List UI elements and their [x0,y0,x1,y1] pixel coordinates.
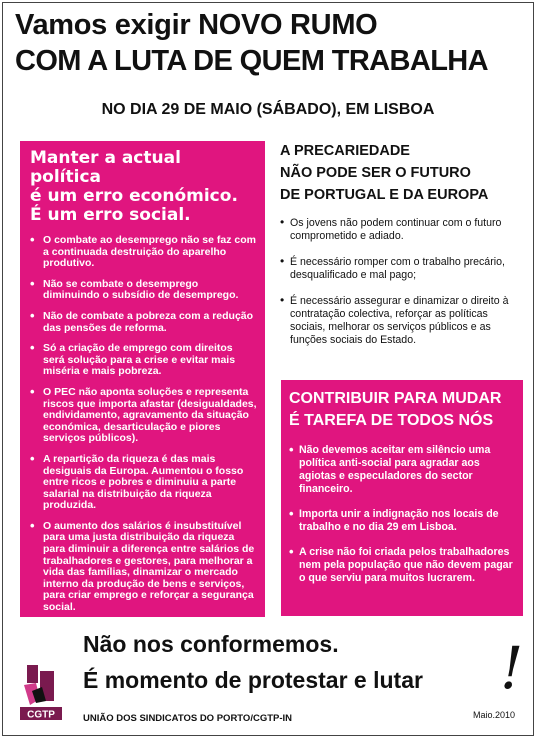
list-item: • A repartição da riqueza é das mais desiguais da Europa. Aumentou o fosso entre ricos e pobres e diminuiu a parte salarial na distribuição da riqueza produzida. [30,454,257,512]
title-line-2: COM A LUTA DE QUEM TRABALHA [15,45,488,77]
left-heading-line-1: Manter a actual política [30,148,181,187]
list-item: • Os jovens não podem continuar com o futuro comprometido e adiado. [280,217,525,243]
list-item: • É necessário assegurar e dinamizar o direito à contratação colectiva, reforçar as políticas sociais, melhorar os serviços públicos e as funções sociais do Estado. [280,295,525,347]
precariedade-list [280,217,525,360]
list-item: • Não se combate o desemprego diminuindo o subsídio de desemprego. [30,279,257,302]
right-heading-line-1: A PRECARIEDADE [280,143,410,159]
list-item: • Só a criação de emprego com direitos será solução para a crise e evitar mais miséria e mais pobreza. [30,343,257,378]
event-subtitle: NO DIA 29 DE MAIO (SÁBADO), EM LISBOA [101,101,435,118]
organization-name: UNIÃO DOS SINDICATOS DO PORTO/CGTP-IN [83,713,293,724]
precariedade-heading [280,140,530,206]
list-item: • O PEC não aponta soluções e representa riscos que importa afastar (desigualdades, endividamento, agravamento da situação económica, desarticulação e piores serviços públicos). [30,387,257,445]
list-item: • Importa unir a indignação nos locais de trabalho e no dia 29 em Lisboa. [289,508,517,534]
slogan-line-2: É momento de protestar e lutar [83,667,423,693]
left-heading-line-3: É um erro social. [30,205,191,225]
right-heading-line-3: DE PORTUGAL E DA EUROPA [280,187,489,203]
slogan-line-1: Não nos conformemos. [83,631,339,657]
logo-text: CGTP [27,709,55,721]
cgtp-logo [18,661,64,723]
right-box-heading-line-2: É TAREFA DE TODOS NÓS [289,412,494,429]
issue-date: Maio.2010 [473,710,516,720]
list-item: • A crise não foi criada pelos trabalhadores nem pela população que não devem pagar o que serviu para muitos lucrarem. [289,546,517,585]
leaflet-page [2,2,534,736]
list-item: • Não devemos aceitar em silêncio uma política anti-social para agradar aos agiotas e especuladores do sector financeiro. [289,444,517,496]
right-heading-line-2: NÃO PODE SER O FUTURO [280,165,471,181]
list-item: • O aumento dos salários é insubstituível para uma justa distribuição da riqueza para diminuir a diferença entre salários de trabalhadores e gestores, para melhorar a vida das famílias, dinamizar o mercado interno da produção de bens e serviços, para criar emprego e reforçar a segurança social. [30,521,257,614]
right-box-heading-line-1: CONTRIBUIR PARA MUDAR [289,390,502,407]
title-line-1: Vamos exigir NOVO RUMO [15,9,378,41]
left-box-heading [30,149,257,225]
right-pink-box [281,380,523,616]
list-item: • É necessário romper com o trabalho precário, desqualificado e mal pago; [280,256,525,282]
list-item: • O combate ao desemprego não se faz com a continuada destruição do aparelho produtivo. [30,235,257,270]
left-pink-box [20,141,265,617]
left-box-list [30,235,257,614]
right-box-heading [289,388,517,432]
list-item: • Não de combate a pobreza com a redução das pensões de reforma. [30,311,257,334]
right-box-list [289,444,517,585]
exclamation-mark: ! [500,634,524,702]
left-heading-line-2: é um erro económico. [30,186,238,206]
